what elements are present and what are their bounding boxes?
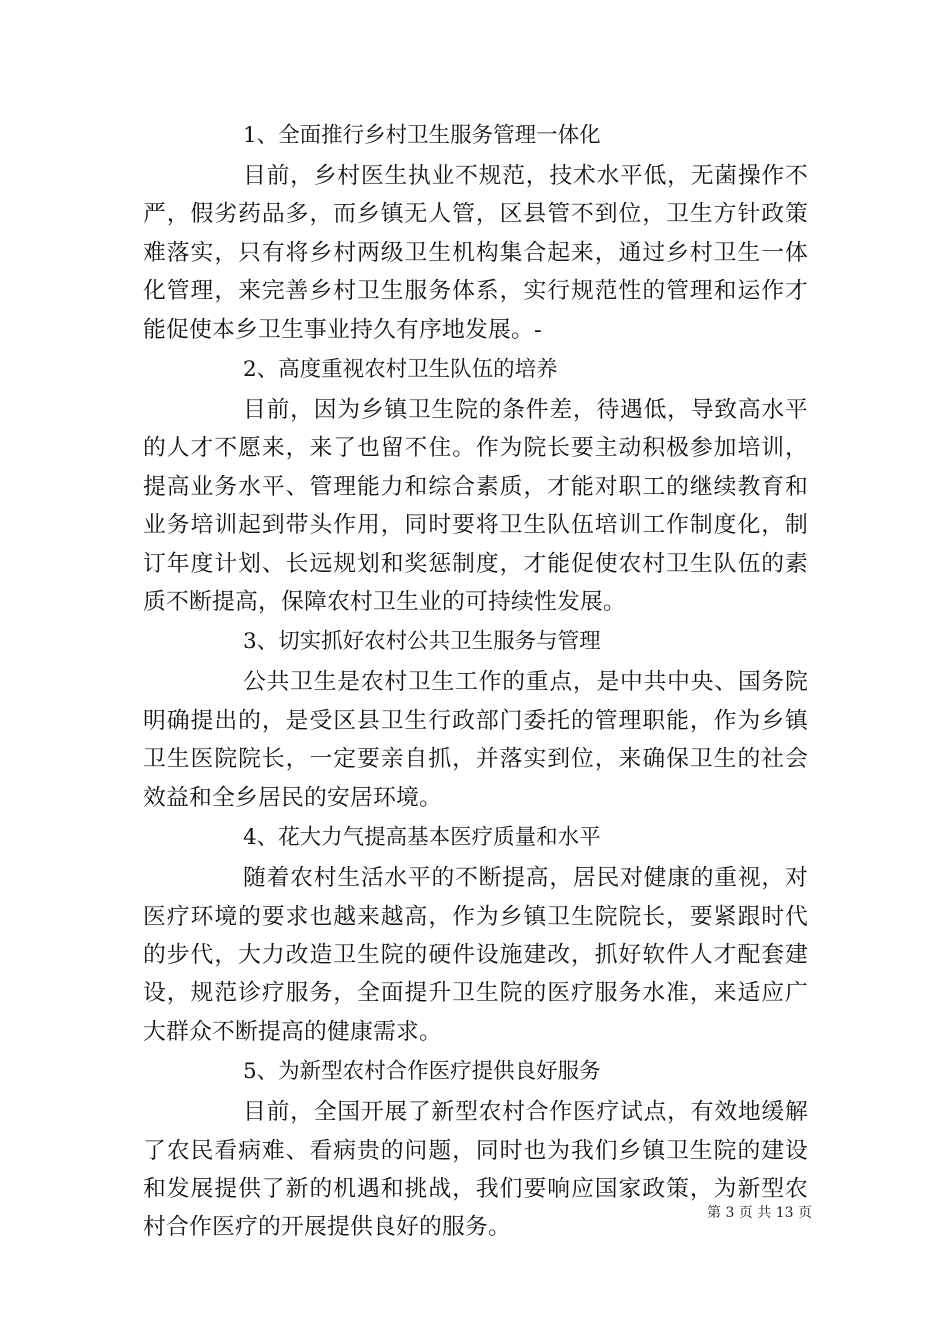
section-paragraph-5: 目前，全国开展了新型农村合作医疗试点，有效地缓解了农民看病难、看病贵的问题，同时也为我们乡镇卫生院的建设和发展提供了新的机遇和挑战，我们要响应国家政策，为新型农村合作医疗的开展提供良好的服务。	[143, 1099, 808, 1241]
section-paragraph-4: 随着农村生活水平的不断提高，居民对健康的重视，对医疗环境的要求也越来越高，作为乡镇卫生院院长，要紧跟时代的步代，大力改造卫生院的硬件设施建改，抓好软件人才配套建设，规范诊疗服务，全面提升卫生院的医疗服务水准，来适应广大群众不断提高的健康需求。	[143, 865, 808, 1045]
section-heading-4: 4、花大力气提高基本医疗质量和水平	[243, 825, 601, 851]
page-number-footer: 第 3 页 共 13 页	[707, 1205, 812, 1221]
document-body	[143, 115, 808, 1247]
section-heading-1: 1、全面推行乡村卫生服务管理一体化	[243, 123, 601, 148]
section-paragraph-1: 目前，乡村医生执业不规范，技术水平低，无菌操作不严，假劣药品多，而乡镇无人管，区县管不到位，卫生方针政策难落实，只有将乡村两级卫生机构集合起来，通过乡村卫生一体化管理，来完善乡村卫生服务体系，实行规范性的管理和运作才能促使本乡卫生事业持久有序地发展。-	[143, 163, 808, 343]
section-heading-5: 5、为新型农村合作医疗提供良好服务	[243, 1059, 601, 1085]
section-heading-2: 2、高度重视农村卫生队伍的培养	[243, 357, 558, 383]
section-heading-3: 3、切实抓好农村公共卫生服务与管理	[243, 629, 601, 655]
section-paragraph-3: 公共卫生是农村卫生工作的重点，是中共中央、国务院明确提出的，是受区县卫生行政部门委托的管理职能，作为乡镇卫生医院院长，一定要亲自抓，并落实到位，来确保卫生的社会效益和全乡居民的安居环境。	[143, 669, 808, 811]
section-paragraph-2: 目前，因为乡镇卫生院的条件差，待遇低，导致高水平的人才不愿来，来了也留不住。作为院长要主动积极参加培训，提高业务水平、管理能力和综合素质，才能对职工的继续教育和业务培训起到带头作用，同时要将卫生队伍培训工作制度化，制订年度计划、长远规划和奖惩制度，才能促使农村卫生队伍的素质不断提高，保障农村卫生业的可持续性发展。	[143, 397, 808, 616]
